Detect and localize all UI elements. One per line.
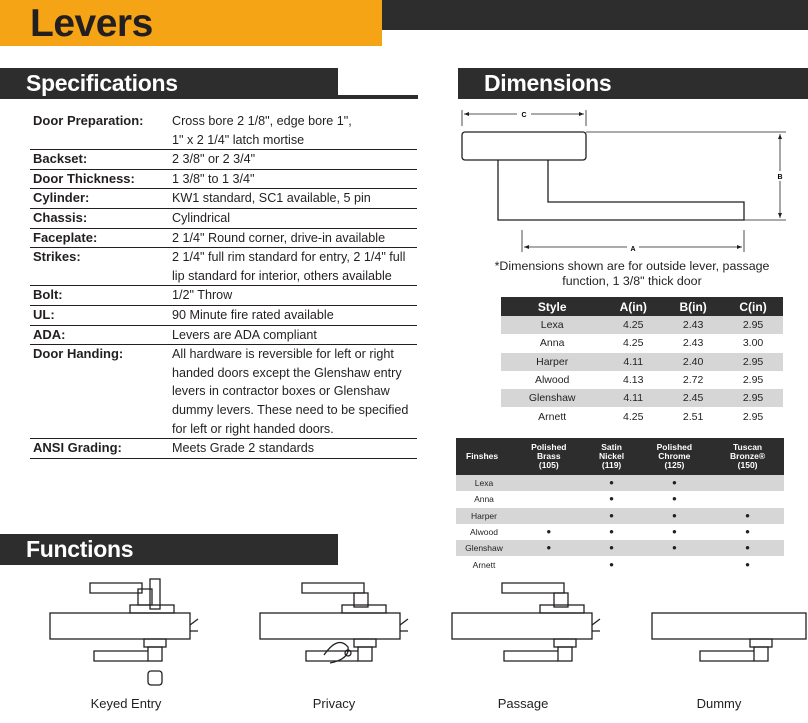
dimensions-cell: 2.95: [723, 353, 783, 371]
finishes-row: [456, 524, 784, 540]
spec-value-line: 2 3/8" or 2 3/4": [172, 152, 256, 167]
dimensions-header-cell: B(in): [663, 297, 723, 316]
finishes-header-line: Bronze®: [730, 451, 766, 461]
finishes-header-line: Brass: [536, 451, 561, 461]
spec-row: [30, 345, 417, 439]
dimensions-row: [501, 353, 783, 371]
finishes-availability-mark: •: [586, 540, 638, 556]
finishes-availability-mark: •: [638, 540, 712, 556]
finishes-header-line: Polished: [531, 442, 567, 452]
finishes-availability-mark: •: [745, 524, 750, 540]
finishes-header-line: Polished: [656, 442, 693, 452]
finishes-row: [456, 491, 784, 507]
spec-row: [30, 325, 417, 345]
spec-value-line: All hardware is reversible for left or right: [172, 347, 394, 362]
spec-value: [169, 439, 417, 459]
finishes-header-cell: [638, 438, 712, 475]
specifications-heading-rule: [338, 95, 418, 99]
spec-value: [169, 325, 417, 345]
finishes-availability-mark: [512, 508, 586, 524]
dimensions-cell: 4.25: [623, 337, 644, 350]
finishes-header-line: (150): [737, 460, 758, 470]
finishes-corner-header: Finshes: [456, 438, 512, 475]
finishes-availability-mark: [512, 475, 586, 491]
spec-value-line: Cross bore 2 1/8", edge bore 1",: [172, 114, 352, 128]
dimensions-cell: 2.40: [663, 353, 723, 371]
dimensions-cell: Glenshaw: [501, 389, 603, 407]
finishes-availability-mark: •: [609, 491, 614, 507]
spec-value-line: 1/2" Throw: [172, 288, 233, 303]
finishes-header-cell: [711, 438, 784, 475]
dimensions-cell: 2.95: [742, 374, 764, 387]
spec-value: [169, 169, 417, 189]
dimensions-cell: 4.25: [603, 316, 663, 334]
dimensions-row: [501, 389, 783, 407]
spec-label: Door Handing:: [30, 345, 169, 439]
dimension-b-label: B: [777, 174, 783, 181]
finishes-style-name: Harper: [456, 508, 512, 524]
dimensions-heading: Dimensions: [458, 68, 808, 99]
finishes-header-line: Nickel: [599, 451, 625, 461]
spec-value-line: 2 1/4" Round corner, drive-in available: [172, 230, 386, 245]
finishes-availability-mark: •: [512, 540, 586, 556]
finishes-row: [456, 475, 784, 491]
spec-label: Strikes:: [30, 248, 169, 286]
dimensions-cell: 4.25: [623, 410, 644, 423]
page-title: Levers: [30, 2, 153, 45]
spec-value-line: KW1 standard, SC1 available, 5 pin: [172, 191, 371, 206]
finishes-availability-mark: •: [711, 508, 784, 524]
spec-label: Backset:: [30, 150, 169, 170]
function-label-privacy: Privacy: [312, 696, 356, 711]
spec-value-line: lip standard for interior, others available: [172, 268, 392, 283]
lever-rose: [462, 132, 586, 160]
finishes-availability-mark: •: [638, 508, 712, 524]
spec-label: Cylinder:: [30, 189, 169, 209]
dimensions-cell: Anna: [539, 337, 565, 350]
function-label-dummy: Dummy: [696, 696, 742, 711]
spec-row: [30, 150, 417, 170]
dimensions-row: [501, 407, 783, 425]
finishes-header-cell: [586, 438, 638, 475]
finishes-availability-mark: [638, 556, 712, 572]
dimensions-header-cell: A(in): [603, 297, 663, 316]
spec-value: [169, 112, 417, 150]
spec-row: [30, 228, 417, 248]
spec-value: [169, 189, 417, 209]
dimensions-cell: 4.13: [623, 374, 644, 387]
dimensions-cell: Harper: [501, 353, 603, 371]
dimensions-header-cell: Style: [501, 297, 603, 316]
finishes-header-line: (119): [601, 460, 622, 470]
finishes-table: [456, 438, 784, 573]
dimensions-cell: 3.00: [742, 337, 764, 350]
spec-label: UL:: [30, 305, 169, 325]
spec-row: [30, 286, 417, 306]
spec-row: [30, 112, 417, 150]
spec-value-line: Meets Grade 2 standards: [172, 441, 315, 456]
spec-label: ADA:: [30, 325, 169, 345]
spec-row: [30, 189, 417, 209]
spec-value: [169, 228, 417, 248]
keyed-entry-diagram: [46, 575, 216, 695]
finishes-header-line: Satin: [601, 442, 622, 452]
dimensions-row: [501, 334, 783, 352]
spec-value-line: for left or right handed doors.: [172, 421, 334, 436]
spec-label: Bolt:: [30, 286, 169, 306]
finishes-availability-mark: •: [609, 524, 614, 540]
spec-value: [169, 305, 417, 325]
spec-value: [169, 150, 417, 170]
dimensions-cell: 4.11: [603, 389, 663, 407]
dummy-diagram: [650, 575, 808, 695]
passage-diagram: [450, 575, 620, 695]
lever-handle: [498, 160, 744, 220]
finishes-style-name: Glenshaw: [456, 540, 512, 556]
spec-value-line: 1" x 2 1/4" latch mortise: [172, 132, 305, 147]
spec-row: [30, 305, 417, 325]
function-label-passage: Passage: [497, 696, 549, 711]
specifications-table: [30, 112, 417, 459]
spec-value-line: 1 3/8" to 1 3/4": [172, 171, 255, 186]
finishes-availability-mark: •: [638, 475, 712, 491]
dimensions-cell: 2.72: [682, 374, 704, 387]
finishes-header-line: Chrome: [658, 451, 691, 461]
finishes-header-line: Tuscan: [733, 442, 763, 452]
finishes-row: [456, 540, 784, 556]
finishes-availability-mark: •: [672, 524, 677, 540]
spec-label: Chassis:: [30, 208, 169, 228]
spec-value-line: 90 Minute fire rated available: [172, 307, 334, 322]
dimensions-cell: Alwood: [534, 374, 570, 387]
functions-heading: Functions: [0, 534, 338, 565]
spec-row: [30, 169, 417, 189]
spec-value-line: 2 1/4" full rim standard for entry, 2 1/4" full: [172, 250, 406, 265]
spec-label: ANSI Grading:: [30, 439, 169, 459]
dimensions-header-cell: C(in): [723, 297, 783, 316]
finishes-availability-mark: [512, 556, 586, 572]
spec-row: [30, 208, 417, 228]
dimensions-cell: 2.45: [663, 389, 723, 407]
finishes-style-name: Anna: [474, 494, 494, 505]
dimension-c-label: C: [521, 112, 527, 119]
dimensions-row: [501, 316, 783, 334]
lever-dimension-diagram: [454, 100, 794, 260]
dimensions-cell: 4.11: [603, 353, 663, 371]
finishes-header-cell: [512, 438, 586, 475]
finishes-availability-mark: •: [745, 556, 750, 572]
spec-value-line: dummy levers. These need to be specified: [172, 402, 409, 417]
spec-label: Door Preparation:: [30, 112, 169, 150]
spec-value-line: Levers are ADA compliant: [172, 327, 317, 342]
finishes-availability-mark: •: [586, 475, 638, 491]
function-label-keyed-entry: Keyed Entry: [90, 696, 162, 711]
spec-value-line: levers in contractor boxes or Glenshaw: [172, 384, 390, 399]
spec-row: [30, 248, 417, 286]
dimension-a-label: A: [630, 246, 636, 253]
dimensions-row: [501, 371, 783, 389]
title-bar-dark: [382, 0, 808, 30]
dimensions-cell: 2.95: [742, 410, 764, 423]
dimensions-cell: 2.95: [723, 316, 783, 334]
dimensions-cell: Lexa: [501, 316, 603, 334]
specifications-heading: Specifications: [0, 68, 338, 99]
finishes-availability-mark: •: [672, 491, 677, 507]
finishes-row: [456, 508, 784, 524]
finishes-header-line: (105): [538, 460, 559, 470]
dimensions-note: *Dimensions shown are for outside lever, passage function, 1 3/8" thick door: [494, 259, 770, 288]
finishes-availability-mark: [711, 475, 784, 491]
finishes-availability-mark: •: [609, 556, 614, 572]
finishes-style-name: Arnett: [472, 559, 496, 570]
spec-value: [169, 345, 417, 439]
spec-label: Faceplate:: [30, 228, 169, 248]
dimensions-cell: 2.43: [682, 337, 704, 350]
finishes-availability-mark: [711, 491, 784, 507]
privacy-diagram: [258, 575, 428, 695]
finishes-availability-mark: •: [586, 508, 638, 524]
spec-value: [169, 208, 417, 228]
dimensions-cell: Arnett: [538, 410, 567, 423]
dimensions-cell: 2.51: [682, 410, 704, 423]
dimensions-cell: 2.95: [723, 389, 783, 407]
dimensions-table: [501, 297, 783, 426]
spec-value-line: handed doors except the Glenshaw entry: [172, 365, 402, 380]
spec-value-line: Cylindrical: [172, 210, 231, 225]
dimensions-cell: 2.43: [663, 316, 723, 334]
spec-value: [169, 286, 417, 306]
finishes-header-line: (125): [664, 460, 685, 470]
finishes-availability-mark: •: [711, 540, 784, 556]
finishes-style-name: Alwood: [470, 527, 498, 538]
spec-value: [169, 248, 417, 286]
finishes-availability-mark: •: [546, 524, 552, 540]
finishes-style-name: Lexa: [456, 475, 512, 491]
finishes-row: [456, 556, 784, 572]
spec-row: [30, 439, 417, 459]
finishes-availability-mark: [512, 491, 586, 507]
spec-label: Door Thickness:: [30, 169, 169, 189]
